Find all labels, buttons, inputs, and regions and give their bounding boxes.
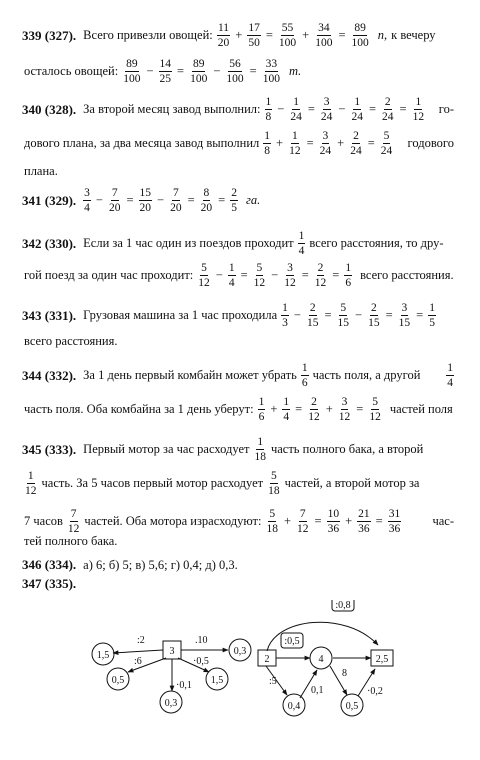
op-top-label: :0,8 [335, 600, 351, 611]
text: частей, а второй мотор за [284, 476, 420, 491]
text: к вечеру [391, 28, 436, 43]
fraction: $\frac{5}{24}$ [380, 130, 393, 158]
text: Всего привезли овощей: [83, 28, 213, 43]
node-b1-label: 0,4 [287, 701, 301, 712]
fraction: 1 18 [254, 436, 266, 464]
text: всего расстояния. [24, 334, 118, 348]
fraction: 1 4 [447, 362, 453, 390]
fraction: 3 4 [84, 187, 90, 215]
task-345-line-4 [22, 534, 456, 549]
fraction: $\frac{2}{15}$ [368, 302, 380, 330]
text: го- [438, 102, 454, 117]
task-339-line-2: осталось овощей: 89 100 − $\frac{14}{25}$ = $\frac{89}{100}$ − $\frac{56}{100}$ = $\frac{33}{100}$ т. [24, 58, 302, 86]
task-347-diagrams [0, 600, 480, 760]
fraction: $\frac{55}{100}$ [278, 22, 297, 50]
node-mid-label: 4 [318, 654, 324, 665]
fraction: $\frac{1}{5}$ [429, 302, 435, 330]
text: час- [432, 514, 454, 529]
edge-left-label: :2 [137, 635, 145, 646]
text: гой поезд за один час проходит: [24, 268, 194, 283]
text: 7 часов [24, 514, 63, 529]
node-br-label: 1,5 [210, 675, 224, 686]
fraction: $\frac{21}{36}$ [358, 508, 370, 536]
task-number: 347 (335). [22, 576, 77, 591]
text: Первый мотор за час расходует [83, 442, 250, 457]
fraction: 11 20 [217, 22, 230, 50]
fraction: $\frac{7}{20}$ [170, 187, 182, 215]
task-number: 344 (332). [22, 367, 77, 383]
node-start-label: 2 [264, 654, 270, 665]
node-left-label: 1,5 [96, 650, 110, 661]
fraction: $\frac{1}{24}$ [290, 96, 302, 124]
task-340-line-1: 340 (328). За второй месяц завод выполнил: 1 8 − $\frac{1}{24}$ = $\frac{3}{24}$ − $\frac{1}{24}$ = $\frac{2}{24}$ = $\frac{1}{12}$ го- [22, 96, 454, 124]
fraction: 1 8 [264, 130, 270, 158]
text: часть поля. Оба комбайна за 1 день уберут: [24, 402, 254, 417]
fraction: 5 12 [198, 262, 210, 290]
task-341: 341 (329). 3 4 − $\frac{7}{20}$ = $\frac{15}{20}$ − $\frac{7}{20}$ = $\frac{8}{20}$ = $\frac{2}{5}$ га. [22, 187, 261, 215]
fraction: $\frac{1}{4}$ [283, 396, 290, 424]
task-344-line-2: часть поля. Оба комбайна за 1 день уберут: 1 6 + $\frac{1}{4}$ = $\frac{2}{12}$ + $\frac{3}{12}$ = $\frac{5}{12}$ частей поля [24, 396, 453, 424]
fraction: 1 8 [265, 96, 272, 124]
unit: п, [377, 28, 388, 43]
task-343-line-2 [22, 334, 456, 349]
task-345-line-2 [22, 470, 456, 497]
fraction: 1 6 [301, 362, 308, 390]
text: часть полного бака, а второй [270, 442, 424, 457]
fraction: $\frac{17}{50}$ [248, 22, 260, 50]
task-number: 346 (334). [22, 557, 77, 572]
fraction: $\frac{7}{20}$ [108, 187, 121, 215]
fraction: $\frac{31}{36}$ [388, 508, 401, 536]
fraction: $\frac{2}{12}$ [308, 396, 320, 424]
text: тей полного бака. [24, 534, 118, 548]
task-343-line-1: 343 (331). Грузовая машина за 1 час проходила 1 3 − $\frac{2}{15}$ = $\frac{5}{15}$ − $\frac{2}{15}$ = $\frac{3}{15}$ = $\frac{1}{5}$ [22, 302, 435, 330]
fraction: $\frac{89}{100}$ [351, 22, 369, 50]
edge-b1-mid-label: 0,1 [311, 685, 324, 696]
node-right-label: 0,3 [233, 646, 247, 657]
fraction: 7 12 [67, 508, 80, 536]
task-346 [22, 557, 456, 573]
fraction: $\frac{3}{12}$ [284, 262, 296, 290]
text: дового плана, за два месяца завод выполнил [24, 136, 260, 151]
fraction: $\frac{1}{4}$ [228, 262, 235, 290]
fraction: $\frac{33}{100}$ [262, 58, 280, 86]
task-number: 345 (333). [22, 441, 77, 457]
fraction: $\frac{2}{12}$ [314, 262, 327, 290]
fraction: $\frac{1}{12}$ [289, 130, 301, 158]
edge-center-left [113, 650, 163, 653]
fraction: $\frac{1}{24}$ [351, 96, 363, 124]
fraction: $\frac{89}{100}$ [190, 58, 208, 86]
text: За второй месяц завод выполнил: [83, 102, 261, 117]
fraction: $\frac{3}{24}$ [319, 130, 332, 158]
fraction: 5 18 [268, 470, 280, 498]
task-340-line-2: дового плана, за два месяца завод выполнил 1 8 + $\frac{1}{12}$ = $\frac{3}{24}$ + $\frac{2}{24}$ = $\frac{5}{24}$ годового [24, 130, 454, 158]
unit: га. [245, 193, 261, 208]
task-345-line-3: 7 часов 7 12 частей. Оба мотора израсходуют: 5 18 + $\frac{7}{12}$ = $\frac{10}{36}$ + $\frac{21}{36}$ = $\frac{31}{36}$ час- [24, 508, 454, 536]
task-number: 341 (329). [22, 192, 77, 208]
text: Грузовая машина за 1 час проходила [83, 308, 278, 323]
text: Если за 1 час один из поездов проходит [83, 236, 294, 251]
fraction: $\frac{56}{100}$ [226, 58, 244, 86]
task-345-line-1 [22, 436, 456, 463]
edge-mid-b2-label: 8 [342, 668, 347, 679]
text: всего расстояния, то дру- [309, 236, 444, 251]
task-339-line-1: 339 (327). Всего привезли овощей: 11 20 + $\frac{17}{50}$ = $\frac{55}{100}$ + $\frac{34}{100}$ = $\frac{89}{100}$ п, к вечеру [22, 22, 436, 50]
fraction: $\frac{2}{5}$ [231, 187, 237, 215]
text: частей. Оба мотора израсходуют: [84, 514, 262, 529]
fraction: $\frac{10}{36}$ [327, 508, 340, 536]
edge-start-b1-label: :5 [269, 676, 277, 687]
fraction: 5 18 [266, 508, 278, 536]
node-center-label: 3 [169, 646, 175, 657]
text: плана. [24, 164, 58, 178]
text: За 1 день первый комбайн может убрать [83, 368, 297, 383]
task-342-line-1 [22, 230, 456, 257]
text: годового [407, 136, 454, 151]
task-340-line-3 [22, 164, 456, 179]
text: часть. За 5 часов первый мотор расходует [41, 476, 264, 491]
edge-bottom-label: ·0,1 [176, 680, 192, 691]
fraction: $\frac{5}{15}$ [337, 302, 350, 330]
node-bottom-label: 0,3 [164, 698, 178, 709]
task-number: 340 (328). [22, 101, 77, 117]
fraction: $\frac{5}{12}$ [369, 396, 381, 424]
task-number: 342 (330). [22, 235, 77, 251]
fraction: $\frac{3}{12}$ [338, 396, 351, 424]
task-number: 339 (327). [22, 27, 77, 43]
fraction: 1 3 [282, 302, 288, 330]
diagram-2-labels [265, 600, 389, 712]
fraction: $\frac{2}{24}$ [350, 130, 362, 158]
edge-b2-end-label: ·0,2 [367, 686, 383, 697]
fraction: $\frac{3}{15}$ [398, 302, 411, 330]
task-347 [22, 576, 456, 592]
fraction: 89 100 [123, 58, 141, 86]
node-end-label: 2,5 [375, 654, 389, 665]
fraction: $\frac{34}{100}$ [315, 22, 333, 50]
edge-bl-label: :6 [134, 656, 142, 667]
diagram-2 [258, 600, 393, 716]
node-bl-label: 0,5 [111, 675, 125, 686]
fraction: $\frac{8}{20}$ [200, 187, 213, 215]
fraction: $\frac{7}{12}$ [297, 508, 309, 536]
task-344-line-1 [22, 362, 456, 389]
text: а) 6; б) 5; в) 5,6; г) 0,4; д) 0,3. [83, 557, 238, 572]
fraction: 1 4 [298, 230, 305, 258]
edge-right-label: .10 [195, 635, 208, 646]
text: всего расстояния. [360, 268, 454, 283]
fraction: $\frac{15}{20}$ [139, 187, 152, 215]
fraction: $\frac{2}{15}$ [306, 302, 319, 330]
fraction: $\frac{1}{6}$ [345, 262, 352, 290]
fraction: $\frac{3}{24}$ [320, 96, 333, 124]
fraction: 1 6 [258, 396, 265, 424]
text: частей поля [389, 402, 453, 417]
fraction: $\frac{2}{24}$ [382, 96, 394, 124]
edge-br-label: ·0,5 [193, 656, 209, 667]
fraction: $\frac{1}{12}$ [412, 96, 425, 124]
fraction: 1 12 [25, 470, 37, 498]
fraction: $\frac{5}{12}$ [253, 262, 266, 290]
text: часть поля, а другой [312, 368, 421, 383]
unit: т. [288, 64, 302, 79]
text: осталось овощей: [24, 64, 119, 79]
task-number: 343 (331). [22, 307, 77, 323]
fraction: $\frac{14}{25}$ [159, 58, 172, 86]
node-b2-label: 0,5 [345, 701, 359, 712]
op-mid-label: :0,5 [284, 636, 300, 647]
task-342-line-2: гой поезд за один час проходит: 5 12 − $\frac{1}{4}$ = $\frac{5}{12}$ − $\frac{3}{12}$ = $\frac{2}{12}$ = $\frac{1}{6}$ всего расстояния. [24, 262, 454, 290]
